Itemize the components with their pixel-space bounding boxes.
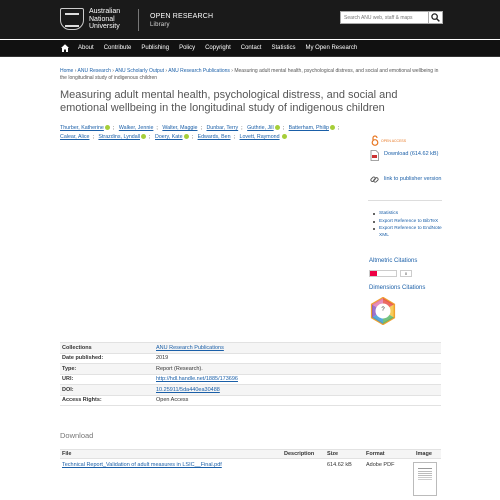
orcid-icon[interactable] [141, 134, 146, 139]
breadcrumb [60, 68, 440, 82]
repository-title[interactable] [150, 12, 213, 30]
metadata-table [60, 342, 441, 406]
header-divider [138, 9, 139, 31]
author-separator: ; [200, 125, 202, 131]
export-bibtex-link[interactable]: Export Reference to BibTeX [372, 219, 442, 226]
author-list [60, 124, 360, 142]
column-header-image: Image [416, 451, 432, 457]
nav-policy[interactable]: Policy [179, 45, 196, 51]
author-separator: ; [337, 125, 340, 131]
file-size: 614.62 kB [327, 462, 352, 468]
column-header-size: Size [327, 451, 339, 457]
metadata-key: Collections [62, 344, 92, 351]
author-separator: ; [282, 125, 285, 131]
metadata-row [60, 375, 441, 386]
main-nav [0, 40, 500, 57]
dimensions-title: Dimensions Citations [369, 285, 426, 291]
university-name [89, 8, 120, 31]
dimensions-badge[interactable] [369, 297, 397, 325]
download-label: Download (614.62 kB) [384, 151, 439, 157]
author-link[interactable]: Batterham, Philip [288, 125, 329, 131]
breadcrumb-separator: › [231, 68, 233, 74]
nav-publishing[interactable]: Publishing [141, 45, 170, 51]
link-icon [370, 175, 379, 184]
download-table-header [60, 449, 441, 459]
breadcrumb-current: Measuring adult mental health, psychological distress, and social and emotional wellbeing in the longitudinal study of indigenous children [60, 68, 439, 81]
author-link[interactable]: Dunbar, Terry [206, 125, 239, 131]
breadcrumb-separator: › [112, 68, 114, 74]
download-heading: Download [60, 431, 94, 440]
author-link[interactable]: Thurber, Katherine [60, 125, 104, 131]
breadcrumb-separator: › [165, 68, 168, 74]
orcid-icon[interactable] [184, 134, 189, 139]
university-name-line1: Australian [89, 8, 121, 15]
dimensions-count: ? [381, 307, 385, 313]
author-separator: ; [112, 125, 115, 131]
metadata-row [60, 385, 441, 396]
column-header-format: Format [366, 451, 385, 457]
altmetric-icon [370, 271, 377, 276]
nav-contribute[interactable]: Contribute [103, 45, 132, 51]
author-separator: ; [156, 125, 158, 131]
altmetric-badge[interactable] [369, 270, 412, 277]
university-name-line3: University [89, 23, 120, 30]
breadcrumb-research-publications[interactable]: ANU Research Publications [168, 68, 230, 74]
metadata-key: Access Rights: [62, 397, 102, 404]
publisher-link-label: link to publisher version [384, 176, 442, 182]
altmetric-title: Altmetric Citations [369, 258, 418, 264]
top-header [0, 0, 500, 39]
metadata-row [60, 343, 441, 354]
author-link[interactable]: Strazdins, Lyndall [98, 134, 141, 140]
author-link[interactable]: Doery, Kate [155, 134, 183, 140]
uri-link[interactable]: http://hdl.handle.net/1885/173696 [156, 376, 238, 383]
anu-crest-icon [60, 8, 84, 30]
file-download-link[interactable]: Technical Report_Validation of adult measures in LSIC__Final.pdf [62, 462, 222, 468]
altmetric-logo [369, 270, 397, 277]
page-title: Measuring adult mental health, psychological distress, and social and emotional wellbeing in the longitudinal study of indigenous children [60, 89, 398, 114]
author-link[interactable]: Lovett, Raymond [239, 134, 280, 140]
download-table [60, 449, 441, 499]
sidebar-links [372, 211, 442, 240]
orcid-icon[interactable] [105, 125, 110, 130]
repository-subtitle: Library [150, 22, 170, 28]
author-link[interactable]: Walter, Maggie [162, 125, 198, 131]
author-separator: ; [92, 134, 94, 140]
metadata-key: Date published: [62, 355, 104, 362]
metadata-row [60, 364, 441, 375]
sidebar-divider [368, 200, 442, 201]
nav-copyright[interactable]: Copyright [205, 45, 231, 51]
collection-link[interactable]: ANU Research Publications [156, 344, 224, 351]
metadata-key: DOI: [62, 386, 74, 393]
column-header-file: File [62, 451, 72, 457]
orcid-icon[interactable] [275, 125, 280, 130]
statistics-link[interactable]: Statistics [372, 211, 442, 218]
nav-about[interactable]: About [78, 45, 94, 51]
author-separator: ; [233, 134, 236, 140]
author-link[interactable]: Edwards, Ben [197, 134, 231, 140]
metadata-row [60, 396, 441, 407]
metadata-row [60, 354, 441, 365]
column-header-description: Description [284, 451, 315, 457]
author-link[interactable]: Walker, Jennie [118, 125, 154, 131]
nav-statistics[interactable]: Statistics [271, 45, 296, 51]
author-separator: ; [241, 125, 243, 131]
author-separator: ; [191, 134, 194, 140]
publisher-version-link[interactable] [370, 175, 444, 184]
open-access-icon [371, 135, 379, 146]
orcid-icon[interactable] [330, 125, 335, 130]
search-icon [431, 13, 440, 22]
anu-logo[interactable] [60, 8, 120, 31]
university-name-line2: National [89, 15, 115, 23]
breadcrumb-scholarly-output[interactable]: ANU Scholarly Output [115, 68, 164, 74]
orcid-icon[interactable] [282, 134, 287, 139]
pdf-file-icon [370, 150, 379, 161]
file-thumbnail[interactable] [413, 462, 437, 496]
metadata-value: Report (Research). [156, 365, 203, 372]
breadcrumb-anu-research[interactable]: ANU Research [77, 68, 111, 74]
altmetric-count: 0 [400, 270, 412, 277]
metadata-value: Open Access [156, 397, 189, 404]
home-icon [60, 43, 70, 53]
table-row [60, 459, 441, 499]
file-format: Adobe PDF [366, 462, 395, 468]
author-link[interactable]: Guthrie, Jill [247, 125, 274, 131]
home-nav-button[interactable] [60, 43, 70, 55]
metadata-key: Type: [62, 365, 77, 372]
breadcrumb-separator: › [74, 68, 77, 74]
author-separator: ; [149, 134, 151, 140]
nav-my-open-research[interactable]: My Open Research [305, 45, 358, 51]
breadcrumb-home[interactable]: Home [60, 68, 74, 74]
open-access-label: OPEN ACCESS [381, 138, 407, 143]
search-input[interactable]: Search ANU web, staff & maps [340, 11, 443, 24]
author-link[interactable]: Calear, Alice [60, 134, 90, 140]
search-button[interactable] [428, 11, 443, 24]
metadata-value: 2019 [156, 355, 169, 362]
repository-title-text: OPEN RESEARCH [150, 13, 214, 20]
download-file-link[interactable] [370, 150, 444, 161]
nav-contact[interactable]: Contact [240, 45, 262, 51]
open-access-logo [371, 135, 406, 146]
metadata-key: URI: [62, 376, 74, 383]
doi-link[interactable]: 10.25911/5da440ea30488 [156, 386, 220, 393]
export-endnote-link[interactable]: Export Reference to EndNote XML [372, 226, 442, 239]
